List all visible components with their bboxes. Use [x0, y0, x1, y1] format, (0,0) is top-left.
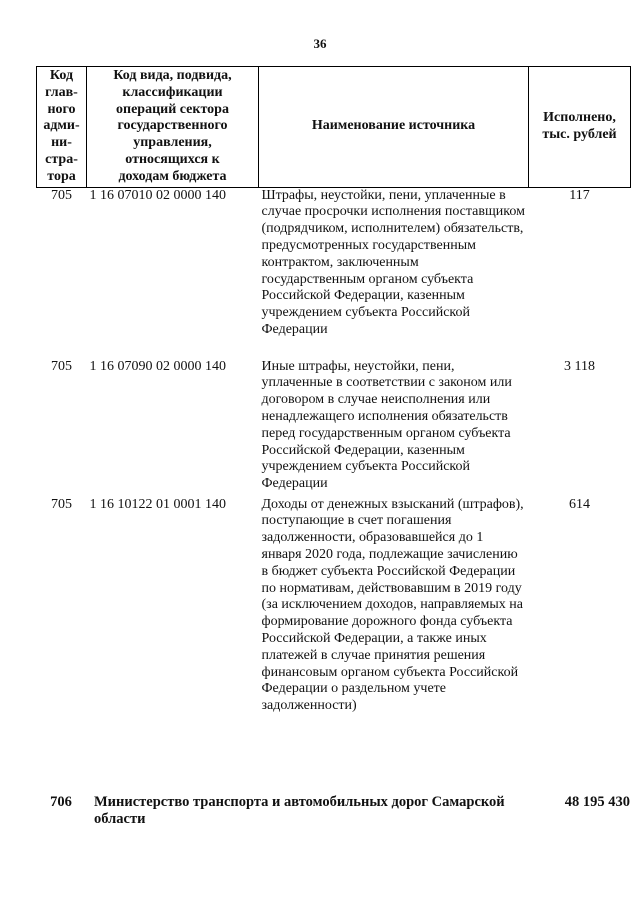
source-name-cell: Иные штрафы, неустойки, пени, уплаченные в соответствии с законом или договором в случае неисполнения или ненадлежащего исполнения обязательств перед государственным органом субъекта Российской Федерации, казенным учреждением субъекта Российской Федерации	[261, 358, 512, 492]
summary-ministry-name: Министерство транспорта и автомобильных дорог Самарской области	[94, 794, 505, 827]
table-header-row	[37, 67, 631, 188]
header-executed: Исполнено, тыс. рублей	[529, 67, 631, 188]
executed-amount-cell: 3 118	[564, 358, 595, 374]
table-row	[37, 497, 631, 715]
table-row	[37, 359, 631, 497]
kbk-code-cell: 1 16 10122 01 0001 140	[89, 496, 226, 512]
page-number: 36	[313, 36, 327, 51]
source-name-cell: Штрафы, неустойки, пени, уплаченные в случае просрочки исполнения поставщиком (подрядчиком, исполнителем) обязательств, предусмотренных государственным контрактом, заключенным государственным органом субъекта Российской Федерации, казенным учреждением субъекта Российской Федерации	[261, 187, 525, 337]
header-kbk-code: Код вида, подвида, классификации операций сектора государственного управления, относящихся к доходам бюджета	[87, 67, 259, 188]
admin-code-cell: 705	[51, 358, 72, 374]
admin-code-cell: 705	[51, 496, 72, 512]
revenue-table	[36, 66, 631, 715]
executed-amount-cell: 614	[569, 496, 590, 512]
summary-admin-code: 706	[50, 794, 72, 810]
table-row	[37, 187, 631, 359]
kbk-code-cell: 1 16 07090 02 0000 140	[89, 358, 226, 374]
kbk-code-cell: 1 16 07010 02 0000 140	[89, 187, 226, 203]
executed-amount-cell: 117	[569, 187, 590, 203]
admin-code-cell: 705	[51, 187, 72, 203]
header-source-name: Наименование источника	[259, 67, 529, 188]
summary-executed-amount: 48 195 430	[564, 794, 630, 810]
source-name-cell: Доходы от денежных взысканий (штрафов), поступающие в счет погашения задолженности, образовавшейся до 1 января 2020 года, подлежащие зачислению в бюджет субъекта Российской Федерации по нормативам, действовавшим в 2019 году (за исключением доходов, направляемых на формирование дорожного фонда субъекта Российской Федерации, а также иных платежей в случае принятия решения финансовым органом субъекта Российской Федерации о раздельном учете задолженности)	[261, 496, 524, 714]
header-admin-code: Код глав- ного адми- ни- стра- тора	[37, 67, 87, 188]
